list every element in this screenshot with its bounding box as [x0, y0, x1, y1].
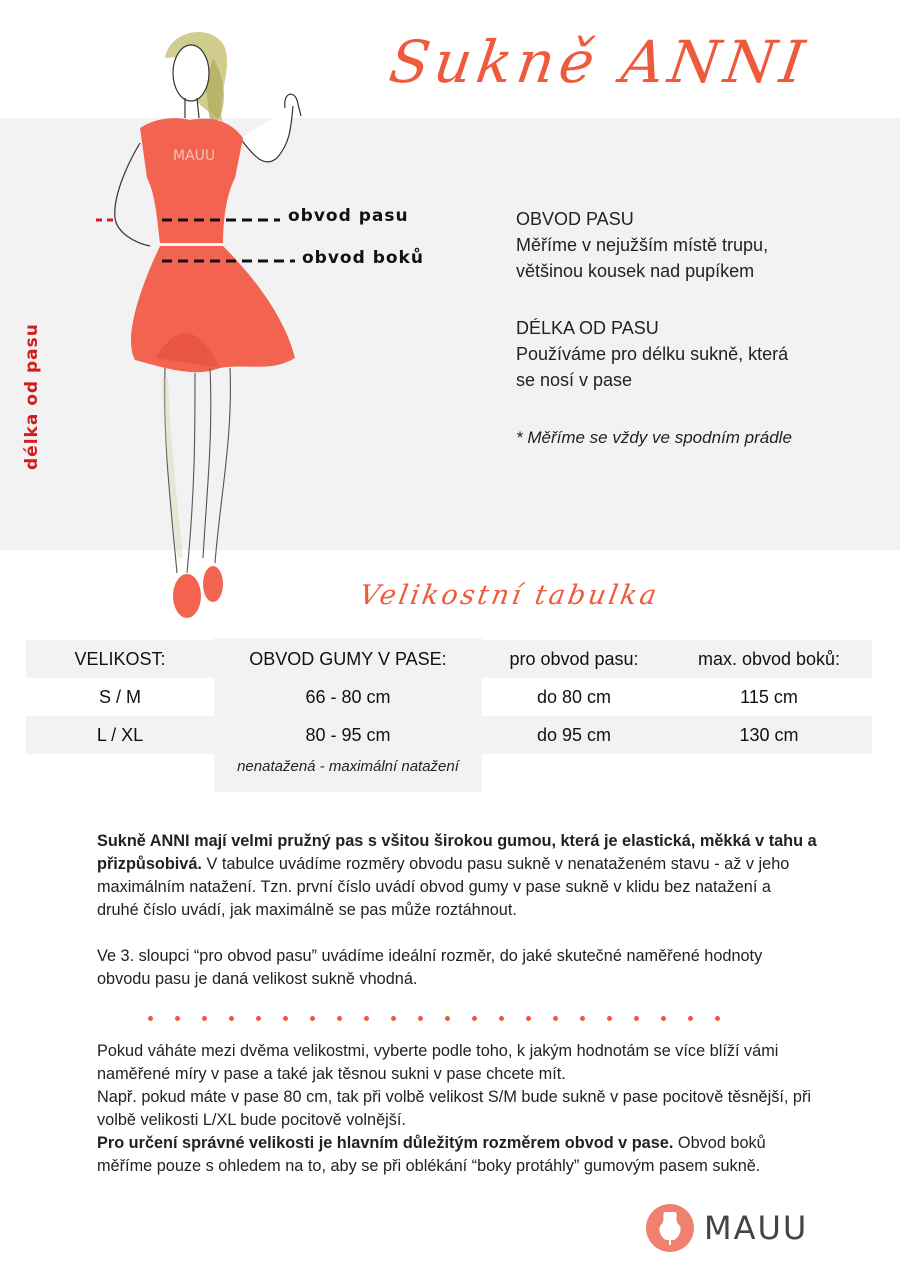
table-footnote: nenatažená - maximální natažení [237, 758, 459, 775]
length-info-title: DÉLKA OD PASU [516, 318, 659, 338]
waist-measure-label: obvod pasu [288, 206, 409, 226]
dotted-divider [148, 1008, 742, 1026]
underwear-note: * Měříme se vždy ve spodním prádle [516, 428, 792, 447]
paragraph-bold-text: Sukně ANNI mají velmi pružný pas s všitou širokou gumou, která je elastická, měkká v tahu a přizpůsobivá. [97, 832, 817, 873]
paragraph-text: V tabulce uvádíme rozměry obvodu pasu sukně v nenataženém stavu - až v jeho maximálním natažení. Tzn. první číslo uvádí obvod gumy v pase sukně v klidu bez natažení a druhé číslo uvádí, jak maximálně se pas může roztáhnout. [97, 855, 790, 919]
paragraph-bold-text: Pro určení správné velikosti je hlavním důležitým rozměrem obvod v pase. [97, 1134, 674, 1152]
length-measure-label: délka od pasu [22, 323, 42, 470]
table-header-row [26, 640, 872, 678]
table-cell: 130 cm [739, 725, 799, 745]
model-figure-illustration [95, 18, 455, 628]
paragraph-choose-size: Pokud váháte mezi dvěma velikostmi, vyberte podle toho, k jakým hodnotám se více blíží vámi naměřené míry v pase a také jak těsnou sukni v pase chcete mít. [97, 1042, 779, 1083]
table-row [26, 678, 872, 716]
length-info-line: Používáme pro délku sukně, která [516, 344, 789, 364]
waist-info-line: Měříme v nejužším místě trupu, [516, 235, 769, 255]
length-info-line: se nosí v pase [516, 370, 633, 390]
paragraph-example: Např. pokud máte v pase 80 cm, tak při volbě velikost S/M bude sukně v pase pocitově těsnější, při volbě velikosti L/XL bude pocitově volnější. [97, 1088, 812, 1129]
table-cell: 115 cm [740, 687, 798, 707]
table-header-cell: pro obvod pasu: [509, 649, 639, 669]
table-cell: 80 - 95 cm [305, 725, 391, 745]
brand-logo-text: MAUU [704, 1209, 809, 1247]
paragraph-elastic [97, 830, 817, 922]
table-cell: 66 - 80 cm [305, 687, 391, 707]
length-info [516, 315, 788, 393]
hips-measure-label: obvod boků [302, 248, 424, 268]
brand-logo [646, 1204, 808, 1252]
table-cell: do 80 cm [536, 687, 612, 707]
shirt-logo: MAUU [173, 148, 216, 164]
table-cell: L / XL [96, 725, 144, 745]
waist-info [516, 206, 768, 284]
paragraph-third-column: Ve 3. sloupci “pro obvod pasu” uvádíme ideální rozměr, do jaké skutečné naměřené hodnoty obvodu pasu je daná velikost sukně vhodná. [97, 947, 763, 988]
table-cell: do 95 cm [536, 725, 612, 745]
paragraph-main-measure [97, 1132, 817, 1178]
table-header-cell: VELIKOST: [74, 649, 166, 669]
size-table-title: Velikostní tabulka [357, 580, 662, 611]
table-header-cell: OBVOD GUMY V PASE: [249, 649, 447, 669]
dress-form-icon [646, 1204, 694, 1252]
paragraph-text: Obvod boků měříme pouze s ohledem na to, aby se při oblékání “boky protáhly” gumovým pasem sukně. [97, 1134, 766, 1175]
waist-info-title: OBVOD PASU [516, 209, 634, 229]
page-title: Sukně ANNI [385, 28, 814, 96]
table-cell: S / M [98, 687, 141, 707]
waist-info-line: většinou kousek nad pupíkem [516, 261, 755, 281]
table-header-cell: max. obvod boků: [697, 649, 841, 669]
table-row [26, 716, 872, 754]
